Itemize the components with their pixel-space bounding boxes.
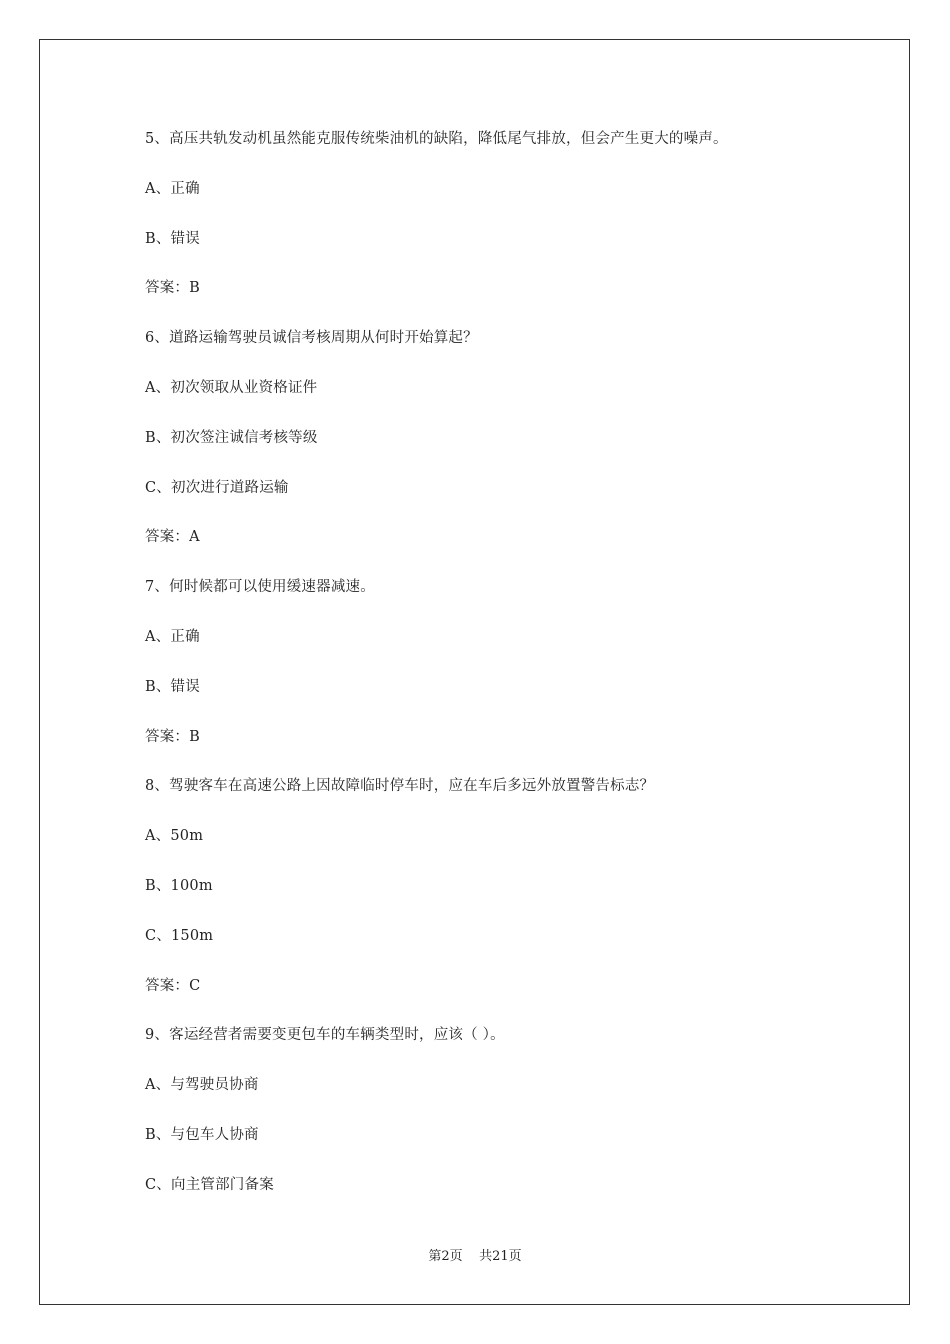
page-footer: 第2页 共21页 — [428, 1249, 522, 1264]
option-a: A、50m — [145, 828, 204, 845]
answer: 答案：B — [145, 728, 200, 745]
option-a: A、正确 — [145, 628, 200, 645]
option-b: B、初次签注诚信考核等级 — [145, 429, 318, 446]
option-a: A、与驾驶员协商 — [145, 1077, 259, 1094]
answer: 答案：C — [145, 977, 201, 994]
option-c: C、向主管部门备案 — [145, 1176, 274, 1193]
option-b: B、与包车人协商 — [145, 1126, 259, 1143]
question-list — [145, 126, 845, 1222]
question-stem: 6、道路运输驾驶员诚信考核周期从何时开始算起？ — [145, 330, 478, 347]
option-a: A、正确 — [145, 180, 200, 197]
question-stem: 9、客运经营者需要变更包车的车辆类型时，应该（ ）。 — [145, 1027, 505, 1044]
answer: 答案：B — [145, 280, 200, 297]
option-c: C、初次进行道路运输 — [145, 479, 289, 496]
answer: 答案：A — [145, 529, 200, 546]
option-b: B、错误 — [145, 230, 200, 247]
option-c: C、150m — [145, 927, 214, 944]
option-b: B、100m — [145, 877, 213, 894]
question-stem: 5、高压共轨发动机虽然能克服传统柴油机的缺陷，降低尾气排放，但会产生更大的噪声。 — [145, 131, 728, 147]
option-b: B、错误 — [145, 678, 200, 695]
question-stem: 7、何时候都可以使用缓速器减速。 — [145, 579, 375, 596]
option-a: A、初次领取从业资格证件 — [145, 379, 318, 396]
question-stem: 8、驾驶客车在高速公路上因故障临时停车时，应在车后多远外放置警告标志？ — [145, 778, 655, 795]
